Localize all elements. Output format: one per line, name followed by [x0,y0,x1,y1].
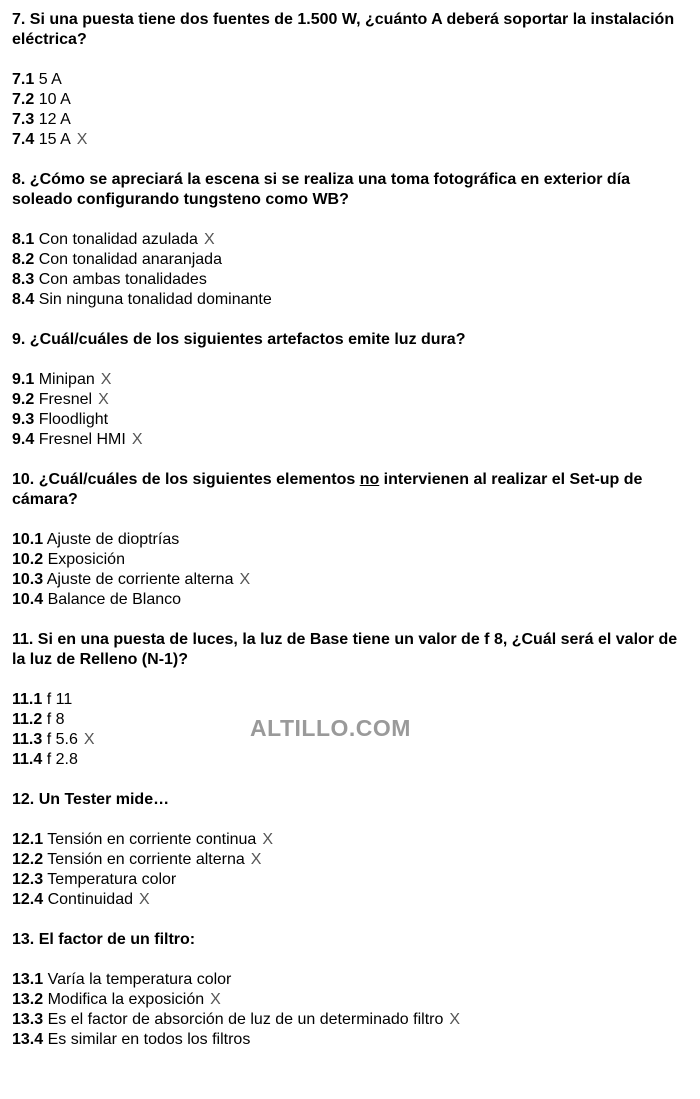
option-text: f 2.8 [46,751,78,768]
option-text: Ajuste de corriente alterna [46,571,234,588]
answer-mark: X [83,731,95,748]
option-text: Exposición [47,551,125,568]
option-number: 7.2 [12,91,35,108]
option-number: 10.1 [12,531,44,548]
option-text: Tensión en corriente continua [47,831,257,848]
option-text: 5 A [38,71,62,88]
option-12-4 [12,890,692,910]
option-number: 13.4 [12,1031,44,1048]
question-10 [12,470,688,510]
option-number: 7.3 [12,111,35,128]
option-number: 11.3 [12,731,43,748]
answer-mark: X [139,891,150,908]
option-number: 9.4 [12,431,35,448]
options-13 [12,970,692,1050]
option-text: f 11 [46,691,73,708]
option-11-1 [12,690,692,710]
options-8 [12,230,692,310]
option-10-1 [12,530,692,550]
option-9-3 [12,410,692,430]
option-text: Es similar en todos los filtros [47,1031,251,1048]
option-number: 11.1 [12,691,43,708]
option-8-4 [12,290,692,310]
option-number: 13.1 [12,971,44,988]
option-11-4 [12,750,692,770]
option-text: Varía la temperatura color [47,971,232,988]
question-9: 9. ¿Cuál/cuáles de los siguientes artefactos emite luz dura? [12,331,466,348]
option-text: f 5.6 [46,731,78,748]
option-text: Ajuste de dioptrías [46,531,180,548]
option-7-3 [12,110,692,130]
option-number: 9.2 [12,391,35,408]
option-13-4 [12,1030,692,1050]
option-text: Temperatura color [47,871,177,888]
option-text: Con ambas tonalidades [38,271,207,288]
answer-mark: X [203,231,215,248]
option-7-1 [12,70,692,90]
option-number: 9.1 [12,371,35,388]
option-text: Con tonalidad anaranjada [38,251,222,268]
options-9 [12,370,692,450]
option-8-3 [12,270,692,290]
option-text: Es el factor de absorción de luz de un determinado filtro [47,1011,444,1028]
option-text: Balance de Blanco [47,591,182,608]
option-text: Floodlight [38,411,109,428]
option-text: Tensión en corriente alterna [47,851,245,868]
option-10-3 [12,570,692,590]
option-text: Fresnel HMI [38,431,126,448]
answer-mark: X [262,831,273,848]
option-number: 11.2 [12,711,43,728]
option-number: 10.3 [12,571,44,588]
option-number: 12.4 [12,891,44,908]
option-8-1 [12,230,692,250]
option-7-4 [12,130,692,150]
option-13-1 [12,970,692,990]
question-13: 13. El factor de un filtro: [12,931,196,948]
option-13-3 [12,1010,692,1030]
option-number: 7.4 [12,131,35,148]
option-number: 12.1 [12,831,44,848]
option-text: f 8 [46,711,65,728]
option-10-4 [12,590,692,610]
options-12 [12,830,692,910]
watermark-text: ALTILLO.COM [250,715,411,741]
option-number: 10.2 [12,551,44,568]
option-number: 8.4 [12,291,35,308]
question-text: 10. ¿Cuál/cuáles de los siguientes elementos [12,471,360,488]
answer-mark: X [210,991,221,1008]
option-12-3 [12,870,692,890]
option-text: Minipan [38,371,95,388]
option-9-4 [12,430,692,450]
option-number: 12.2 [12,851,44,868]
option-number: 11.4 [12,751,43,768]
option-text: Sin ninguna tonalidad dominante [38,291,272,308]
option-number: 13.2 [12,991,44,1008]
question-12: 12. Un Tester mide… [12,791,170,808]
question-7: 7. Si una puesta tiene dos fuentes de 1.500 W, ¿cuánto A deberá soportar la instalación eléctrica? [12,11,675,48]
option-text: Fresnel [38,391,93,408]
option-text: 15 A [38,131,71,148]
answer-mark: X [449,1011,461,1028]
answer-mark: X [76,131,88,148]
answer-mark: X [100,371,112,388]
option-text: Modifica la exposición [47,991,205,1008]
option-number: 10.4 [12,591,44,608]
emphasis-no: no [359,471,380,488]
answer-mark: X [98,391,109,408]
options-7 [12,70,692,150]
option-9-2 [12,390,692,410]
option-text: 12 A [38,111,71,128]
answer-mark: X [131,431,143,448]
option-number: 9.3 [12,411,35,428]
option-text: Continuidad [47,891,133,908]
option-number: 8.3 [12,271,35,288]
option-10-2 [12,550,692,570]
option-number: 13.3 [12,1011,44,1028]
option-12-1 [12,830,692,850]
option-text: 10 A [38,91,71,108]
options-10 [12,530,692,610]
answer-mark: X [250,851,262,868]
option-13-2 [12,990,692,1010]
option-12-2 [12,850,692,870]
option-number: 7.1 [12,71,35,88]
question-11: 11. Si en una puesta de luces, la luz de Base tiene un valor de f 8, ¿Cuál será el valor de la luz de Relleno (N-1)? [12,631,678,668]
question-text: intervienen al realizar el Set-up de cámara? [12,471,643,508]
option-9-1 [12,370,692,390]
option-text: Con tonalidad azulada [38,231,198,248]
option-number: 8.1 [12,231,35,248]
question-8: 8. ¿Cómo se apreciará la escena si se realiza una toma fotográfica en exterior día soleado configurando tungsteno como WB? [12,171,631,208]
option-number: 8.2 [12,251,35,268]
option-number: 12.3 [12,871,44,888]
option-7-2 [12,90,692,110]
exam-page [12,10,692,1070]
answer-mark: X [239,571,251,588]
option-8-2 [12,250,692,270]
